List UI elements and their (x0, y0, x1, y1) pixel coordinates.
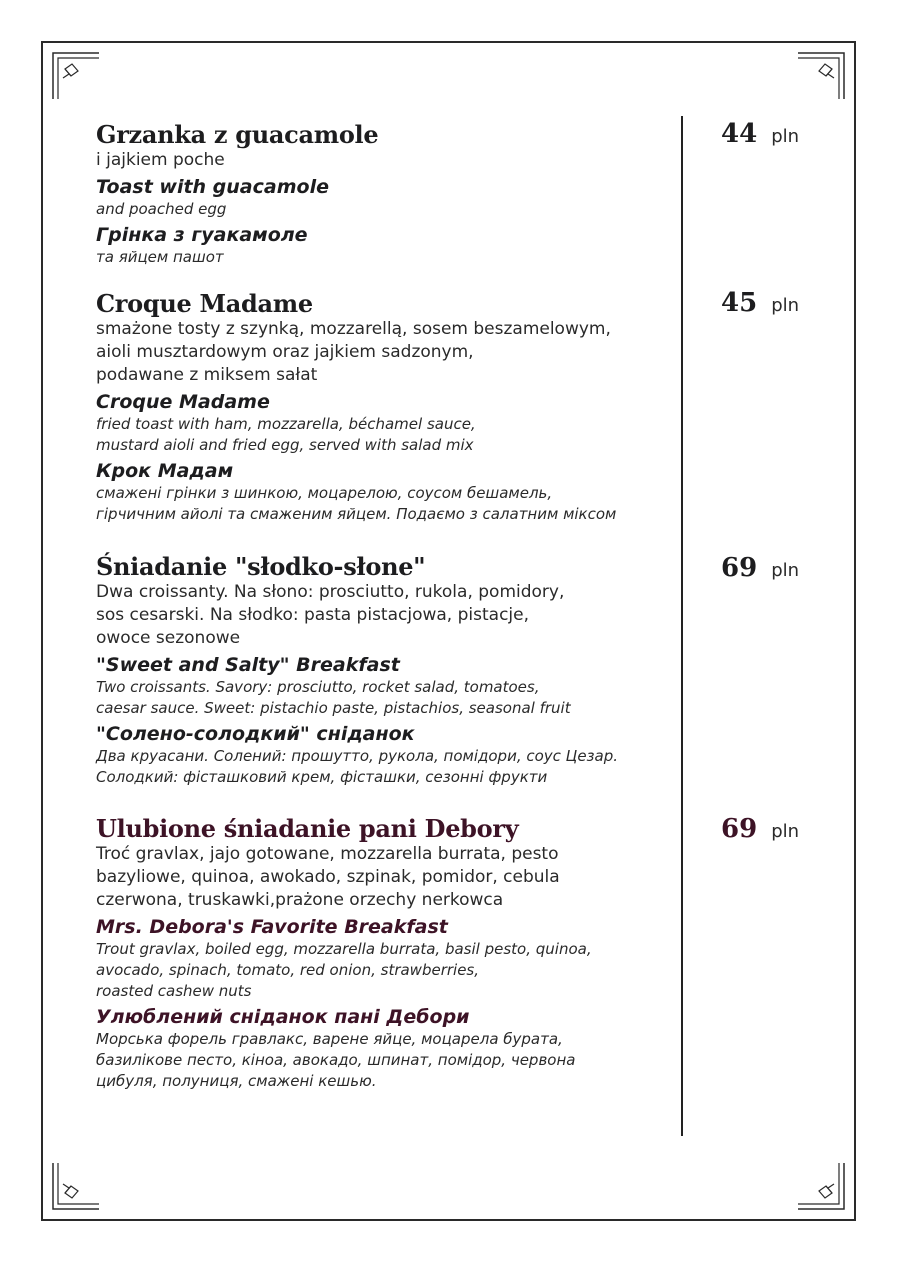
item-title-en: Mrs. Debora's Favorite Breakfast (96, 916, 448, 938)
price-currency: pln (771, 821, 800, 842)
item-desc-pl: smażone tosty z szynką, mozzarellą, sosem beszamelowym, aioli musztardowym oraz jajkiem sadzonym, podawane z miksem sałat (96, 319, 611, 385)
item-title-ua: Крок Мадам (96, 460, 234, 482)
item-price (721, 814, 799, 846)
item-title-ua: Грінка з гуакамоле (96, 224, 308, 246)
item-title-pl: Croque Madame (96, 289, 313, 318)
item-desc-en: Trout gravlax, boiled egg, mozzarella burrata, basil pesto, quinoa, avocado, spinach, tomato, red onion, strawberries, roasted cashew nuts (96, 940, 592, 1000)
corner-ornament-icon (52, 52, 100, 100)
menu-item (96, 121, 676, 268)
item-desc-pl: Troć gravlax, jajo gotowane, mozzarella burrata, pesto bazyliowe, quinoa, awokado, szpinak, pomidor, cebula czerwona, truskawki,prażone orzechy nerkowca (96, 844, 560, 910)
item-title-en: Toast with guacamole (96, 176, 329, 198)
menu-item (96, 553, 676, 788)
price-currency: pln (771, 295, 800, 316)
price-value: 45 (721, 288, 758, 318)
item-desc-pl: i jajkiem poche (96, 150, 225, 170)
menu-item (96, 290, 676, 525)
item-desc-en: Two croissants. Savory: prosciutto, rocket salad, tomatoes, caesar sauce. Sweet: pistachio paste, pistachios, seasonal fruit (96, 678, 571, 717)
item-price (721, 288, 799, 320)
corner-ornament-icon (797, 1162, 845, 1210)
price-value: 69 (721, 553, 758, 583)
item-desc-ua: смажені грінки з шинкою, моцарелою, соусом бешамель, гірчичним айолі та смаженим яйцем. Подаємо з салатним міксом (96, 484, 617, 523)
item-desc-ua: та яйцем пашот (96, 248, 224, 266)
item-title-en: "Sweet and Salty" Breakfast (96, 654, 400, 676)
item-title-en: Croque Madame (96, 391, 270, 413)
item-price (721, 119, 799, 151)
item-title-ua: "Солено-солодкий" сніданок (96, 723, 415, 745)
item-title-pl: Śniadanie "słodko-słone" (96, 552, 426, 581)
price-currency: pln (771, 560, 800, 581)
corner-ornament-icon (52, 1162, 100, 1210)
price-column-divider (681, 116, 683, 1136)
item-price (721, 553, 799, 585)
item-desc-ua: Два круасани. Солений: прошутто, рукола, помідори, соус Цезар. Солодкий: фісташковий крем, фісташки, сезонні фрукти (96, 747, 619, 786)
item-desc-pl: Dwa croissanty. Na słono: prosciutto, rukola, pomidory, sos cesarski. Na słodko: pasta pistacjowa, pistacje, owoce sezonowe (96, 582, 565, 648)
price-value: 44 (721, 119, 758, 149)
item-title-ua: Улюблений сніданок пані Дебори (96, 1006, 470, 1028)
item-desc-en: fried toast with ham, mozzarella, béchamel sauce, mustard aioli and fried egg, served with salad mix (96, 415, 476, 454)
price-currency: pln (771, 126, 800, 147)
price-value: 69 (721, 814, 758, 844)
item-desc-ua: Морська форель гравлакс, варене яйце, моцарела бурата, базилікове песто, кіноа, авокадо, шпинат, помідор, червона цибуля, полуниця, смажені кешью. (96, 1030, 576, 1090)
item-title-pl: Ulubione śniadanie pani Debory (96, 814, 519, 843)
item-title-pl: Grzanka z guacamole (96, 120, 379, 149)
corner-ornament-icon (797, 52, 845, 100)
item-desc-en: and poached egg (96, 200, 227, 218)
menu-item (96, 815, 676, 1092)
